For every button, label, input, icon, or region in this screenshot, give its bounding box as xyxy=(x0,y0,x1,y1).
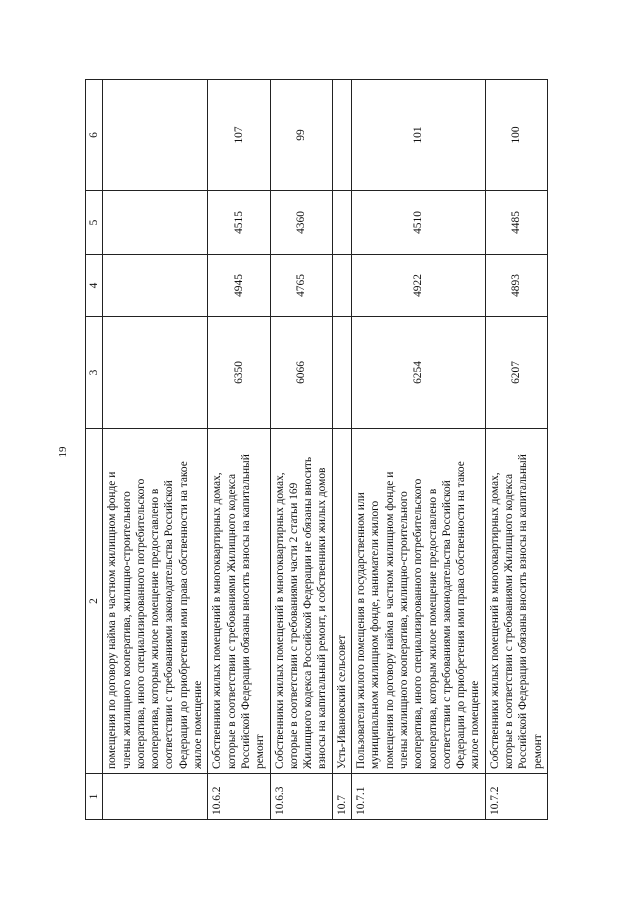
cell-col3: 6350 xyxy=(208,317,270,429)
cell-col4: 4945 xyxy=(208,255,270,317)
cell-col5: 4485 xyxy=(485,191,547,255)
cell-col4: 4893 xyxy=(485,255,547,317)
tariff-table xyxy=(85,79,548,820)
header-cell: 2 xyxy=(86,429,103,774)
cell-col5: 4515 xyxy=(208,191,270,255)
table-row xyxy=(352,80,486,820)
cell-col6: 100 xyxy=(485,80,547,191)
cell-col5: 4510 xyxy=(352,191,486,255)
header-cell: 5 xyxy=(86,191,103,255)
row-description: Пользователи жилого помещения в государственном или муниципальном жилищном фонде, наниматели жилого помещения по договору найма в частном жилищном фонде и члены жилищного кооператива, жилищно-строительного кооператива, иного специализированного потребительского кооператива, которым жилое помещение предоставлено в соответствии с требованиями законодательства Российской Федерации до приобретения ими права собственности на такое жилое помещение xyxy=(352,429,486,774)
row-code: 10.7 xyxy=(332,774,351,820)
cell-col5: 4360 xyxy=(270,191,332,255)
row-code: 10.7.2 xyxy=(485,774,547,820)
row-description: помещения по договору найма в частном жилищном фонде и члены жилищного кооператива, жилищно-строительного кооператива, иного специализированного потребительского кооператива, которым жилое помещение предоставлено в соответствии с требованиями законодательства Российской Федерации до приобретения ими права собственности на такое жилое помещение xyxy=(103,429,208,774)
row-code: 10.6.2 xyxy=(208,774,270,820)
header-cell: 1 xyxy=(86,774,103,820)
cell-col6: 99 xyxy=(270,80,332,191)
header-cell: 3 xyxy=(86,317,103,429)
header-cell: 6 xyxy=(86,80,103,191)
table-row xyxy=(332,80,351,820)
cell-col3: 6066 xyxy=(270,317,332,429)
header-cell: 4 xyxy=(86,255,103,317)
cell-col4 xyxy=(332,255,351,317)
cell-col3: 6207 xyxy=(485,317,547,429)
cell-col4: 4765 xyxy=(270,255,332,317)
rotated-table-container xyxy=(85,80,544,820)
table-row xyxy=(103,80,208,820)
cell-col3 xyxy=(332,317,351,429)
cell-col3 xyxy=(103,317,208,429)
row-code xyxy=(103,774,208,820)
row-description: Собственники жилых помещений в многоквартирных домах, которые в соответствии с требованиями Жилищного кодекса Российской Федерации обязаны вносить взносы на капитальный ремонт xyxy=(485,429,547,774)
cell-col4: 4922 xyxy=(352,255,486,317)
cell-col5 xyxy=(332,191,351,255)
cell-col6 xyxy=(332,80,351,191)
cell-col6 xyxy=(103,80,208,191)
cell-col3: 6254 xyxy=(352,317,486,429)
cell-col4 xyxy=(103,255,208,317)
cell-col6: 101 xyxy=(352,80,486,191)
row-code: 10.7.1 xyxy=(352,774,486,820)
row-description: Собственники жилых помещений в многоквартирных домах, которые в соответствии с требованиями Жилищного кодекса Российской Федерации обязаны вносить взносы на капитальный ремонт xyxy=(208,429,270,774)
cell-col5 xyxy=(103,191,208,255)
cell-col6: 107 xyxy=(208,80,270,191)
table-row xyxy=(270,80,332,820)
page-number: 19 xyxy=(57,446,69,458)
row-description: Собственники жилых помещений в многоквартирных домах, которые в соответствии с требованиями части 2 статьи 169 Жилищного кодекса Российской Федерации не обязаны вносить взносы на капитальный ремонт, и собственники жилых домов xyxy=(270,429,332,774)
row-description: Усть-Ивановский сельсовет xyxy=(332,429,351,774)
table-header-row xyxy=(86,80,103,820)
table-row xyxy=(485,80,547,820)
row-code: 10.6.3 xyxy=(270,774,332,820)
table-row xyxy=(208,80,270,820)
